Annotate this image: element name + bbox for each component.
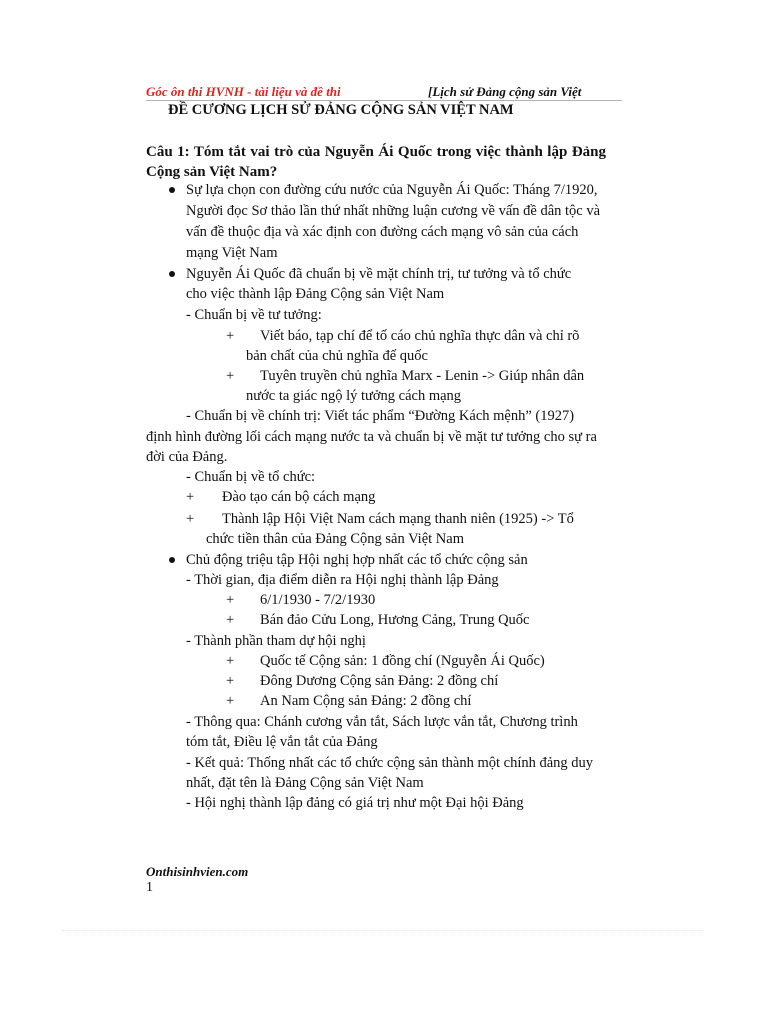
text-line: - Chuẩn bị về tư tưởng: [186, 307, 322, 323]
text-line: tóm tắt, Điều lệ vắn tắt của Đảng [186, 734, 378, 750]
header-right: [Lịch sử Đảng cộng sản Việt [428, 84, 582, 99]
text-line: - Hội nghị thành lập đảng có giá trị như một Đại hội Đảng [186, 795, 524, 811]
text-line: - Thành phần tham dự hội nghị [186, 633, 366, 649]
text-line: nước ta giác ngộ lý tưởng cách mạng [246, 388, 462, 404]
plus-marker: + [226, 673, 235, 689]
header-divider [146, 100, 622, 101]
plus-marker: + [226, 368, 235, 384]
text-line: Nguyễn Ái Quốc đã chuẩn bị về mặt chính trị, tư tưởng và tổ chức [186, 266, 572, 282]
text-line: - Kết quả: Thống nhất các tổ chức cộng sản thành một chính đảng duy [186, 755, 594, 771]
text-line: nhất, đặt tên là Đảng Cộng sản Việt Nam [186, 775, 424, 791]
question-heading: Câu 1: Tóm tắt vai trò của Nguyễn Ái Quốc trong việc thành lập Đảng Cộng sản Việt Nam? [146, 144, 606, 180]
text-line: đời của Đảng. [146, 449, 228, 465]
text-line: Quốc tế Cộng sản: 1 đồng chí (Nguyễn Ái Quốc) [260, 653, 545, 669]
text-line: - Thời gian, địa điểm diễn ra Hội nghị thành lập Đảng [186, 572, 499, 588]
bullet-icon [169, 557, 175, 563]
text-line: Đào tạo cán bộ cách mạng [222, 489, 376, 505]
plus-marker: + [186, 511, 195, 527]
text-line: Đông Dương Cộng sản Đảng: 2 đồng chí [260, 673, 499, 689]
text-line: An Nam Cộng sản Đảng: 2 đồng chí [260, 693, 472, 709]
text-line: Viết báo, tạp chí để tố cáo chủ nghĩa thực dân và chỉ rõ [260, 328, 580, 344]
text-line: chức tiền thân của Đảng Cộng sản Việt Nam [206, 531, 464, 547]
text-line: - Thông qua: Chánh cương vắn tắt, Sách lược vắn tắt, Chương trình [186, 714, 578, 730]
plus-marker: + [226, 612, 235, 628]
text-line: - Chuẩn bị về chính trị: Viết tác phẩm “Đường Kách mệnh” (1927) [186, 408, 575, 424]
bullet-icon [169, 271, 175, 277]
text-line: bản chất của chủ nghĩa đế quốc [246, 348, 428, 364]
footer-site: Onthisinhvien.com [146, 864, 249, 879]
header-left: Góc ôn thi HVNH - tài liệu và đề thi [146, 84, 341, 99]
text-line: mạng Việt Nam [186, 245, 278, 261]
text-line: Thành lập Hội Việt Nam cách mạng thanh niên (1925) -> Tổ [222, 511, 574, 527]
text-line: - Chuẩn bị về tổ chức: [186, 469, 316, 485]
text-line: Tuyên truyền chủ nghĩa Marx - Lenin -> Giúp nhân dân [260, 368, 585, 384]
text-line: Sự lựa chọn con đường cứu nước của Nguyễn Ái Quốc: Tháng 7/1920, [186, 182, 598, 198]
plus-marker: + [226, 693, 235, 709]
text-line: Bán đảo Cửu Long, Hương Cảng, Trung Quốc [260, 612, 530, 628]
document-title: ĐỀ CƯƠNG LỊCH SỬ ĐẢNG CỘNG SẢN VIỆT NAM [168, 102, 514, 118]
plus-marker: + [186, 489, 195, 505]
page-bottom-divider [62, 930, 704, 931]
text-line: Chủ động triệu tập Hội nghị hợp nhất các tổ chức cộng sản [186, 552, 528, 568]
plus-marker: + [226, 592, 235, 608]
text-line: định hình đường lối cách mạng nước ta và chuẩn bị về mặt tư tưởng cho sự ra [146, 429, 597, 445]
text-line: Người đọc Sơ thảo lần thứ nhất những luận cương về vấn đề dân tộc và [186, 203, 601, 219]
plus-marker: + [226, 328, 235, 344]
page-number: 1 [146, 880, 153, 895]
text-line: vấn đề thuộc địa và xác định con đường cách mạng vô sản của cách [186, 224, 579, 240]
text-line: cho việc thành lập Đảng Cộng sản Việt Nam [186, 286, 445, 302]
plus-marker: + [226, 653, 235, 669]
bullet-icon [169, 187, 175, 193]
text-line: 6/1/1930 - 7/2/1930 [260, 592, 376, 608]
